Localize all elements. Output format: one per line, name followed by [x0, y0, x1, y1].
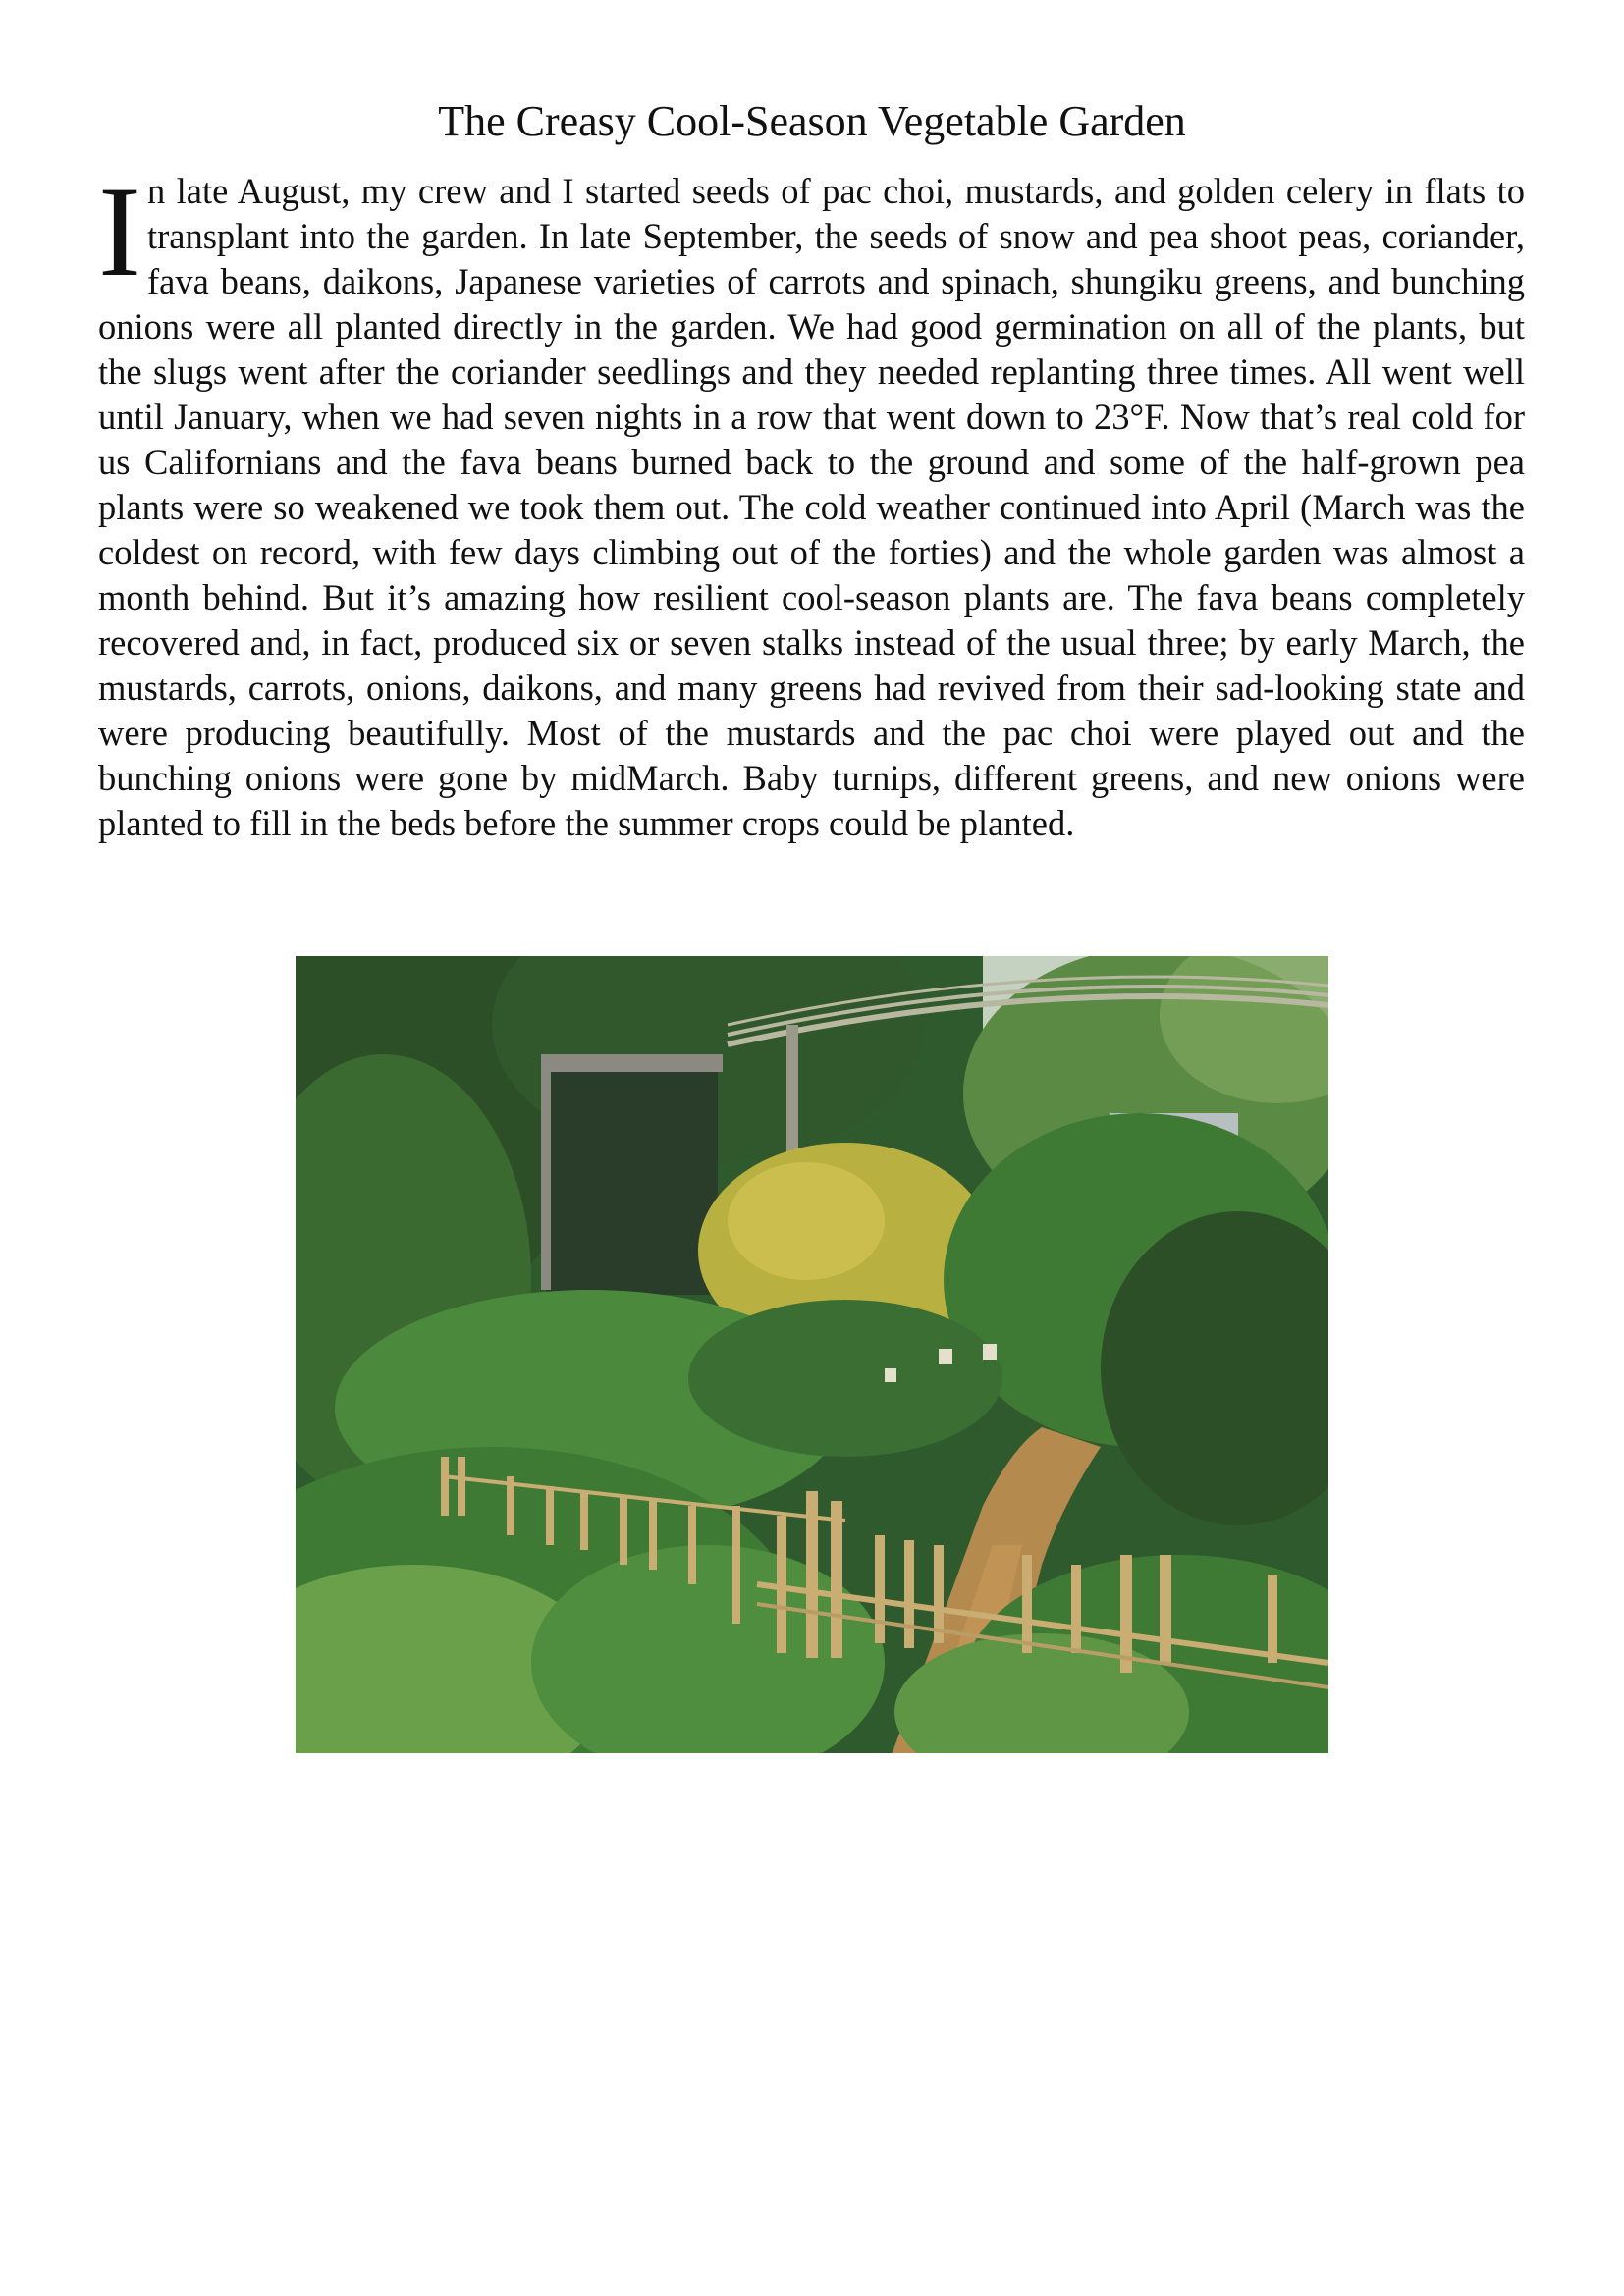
- garden-photo: [296, 956, 1328, 1753]
- body-paragraph: [98, 159, 1525, 846]
- drop-cap: I: [98, 159, 141, 303]
- paragraph-text: n late August, my crew and I started seeds of pac choi, mustards, and golden celery in flats to transplant into the garden. In late September, the seeds of snow and pea shoot peas, coriander, fava beans, daikons, Japanese varieties of carrots and spinach, shungiku greens, and bunching onions were all planted directly in the garden. We had good germination on all of the plants, but the slugs went after the coriander seedlings and they needed replanting three times. All went well until January, when we had seven nights in a row that went down to 23°F. Now that’s real cold for us Californians and the fava beans burned back to the ground and some of the half-grown pea plants were so weakened we took them out. The cold weather continued into April (March was the coldest on record, with few days climbing out of the forties) and the whole garden was almost a month behind. But it’s amazing how resilient cool-season plants are. The fava beans completely recovered and, in fact, produced six or seven stalks instead of the usual three; by early March, the mustards, carrots, onions, daikons, and many greens had revived from their sad-looking state and were producing beautifully. Most of the mustards and the pac choi were played out and the bunching onions were gone by midMarch. Baby turnips, different greens, and new onions were planted to fill in the beds before the summer crops could be planted.: [98, 171, 1525, 843]
- garden-photo-illustration: [296, 956, 1328, 1753]
- page-title: The Creasy Cool-Season Vegetable Garden: [438, 97, 1186, 145]
